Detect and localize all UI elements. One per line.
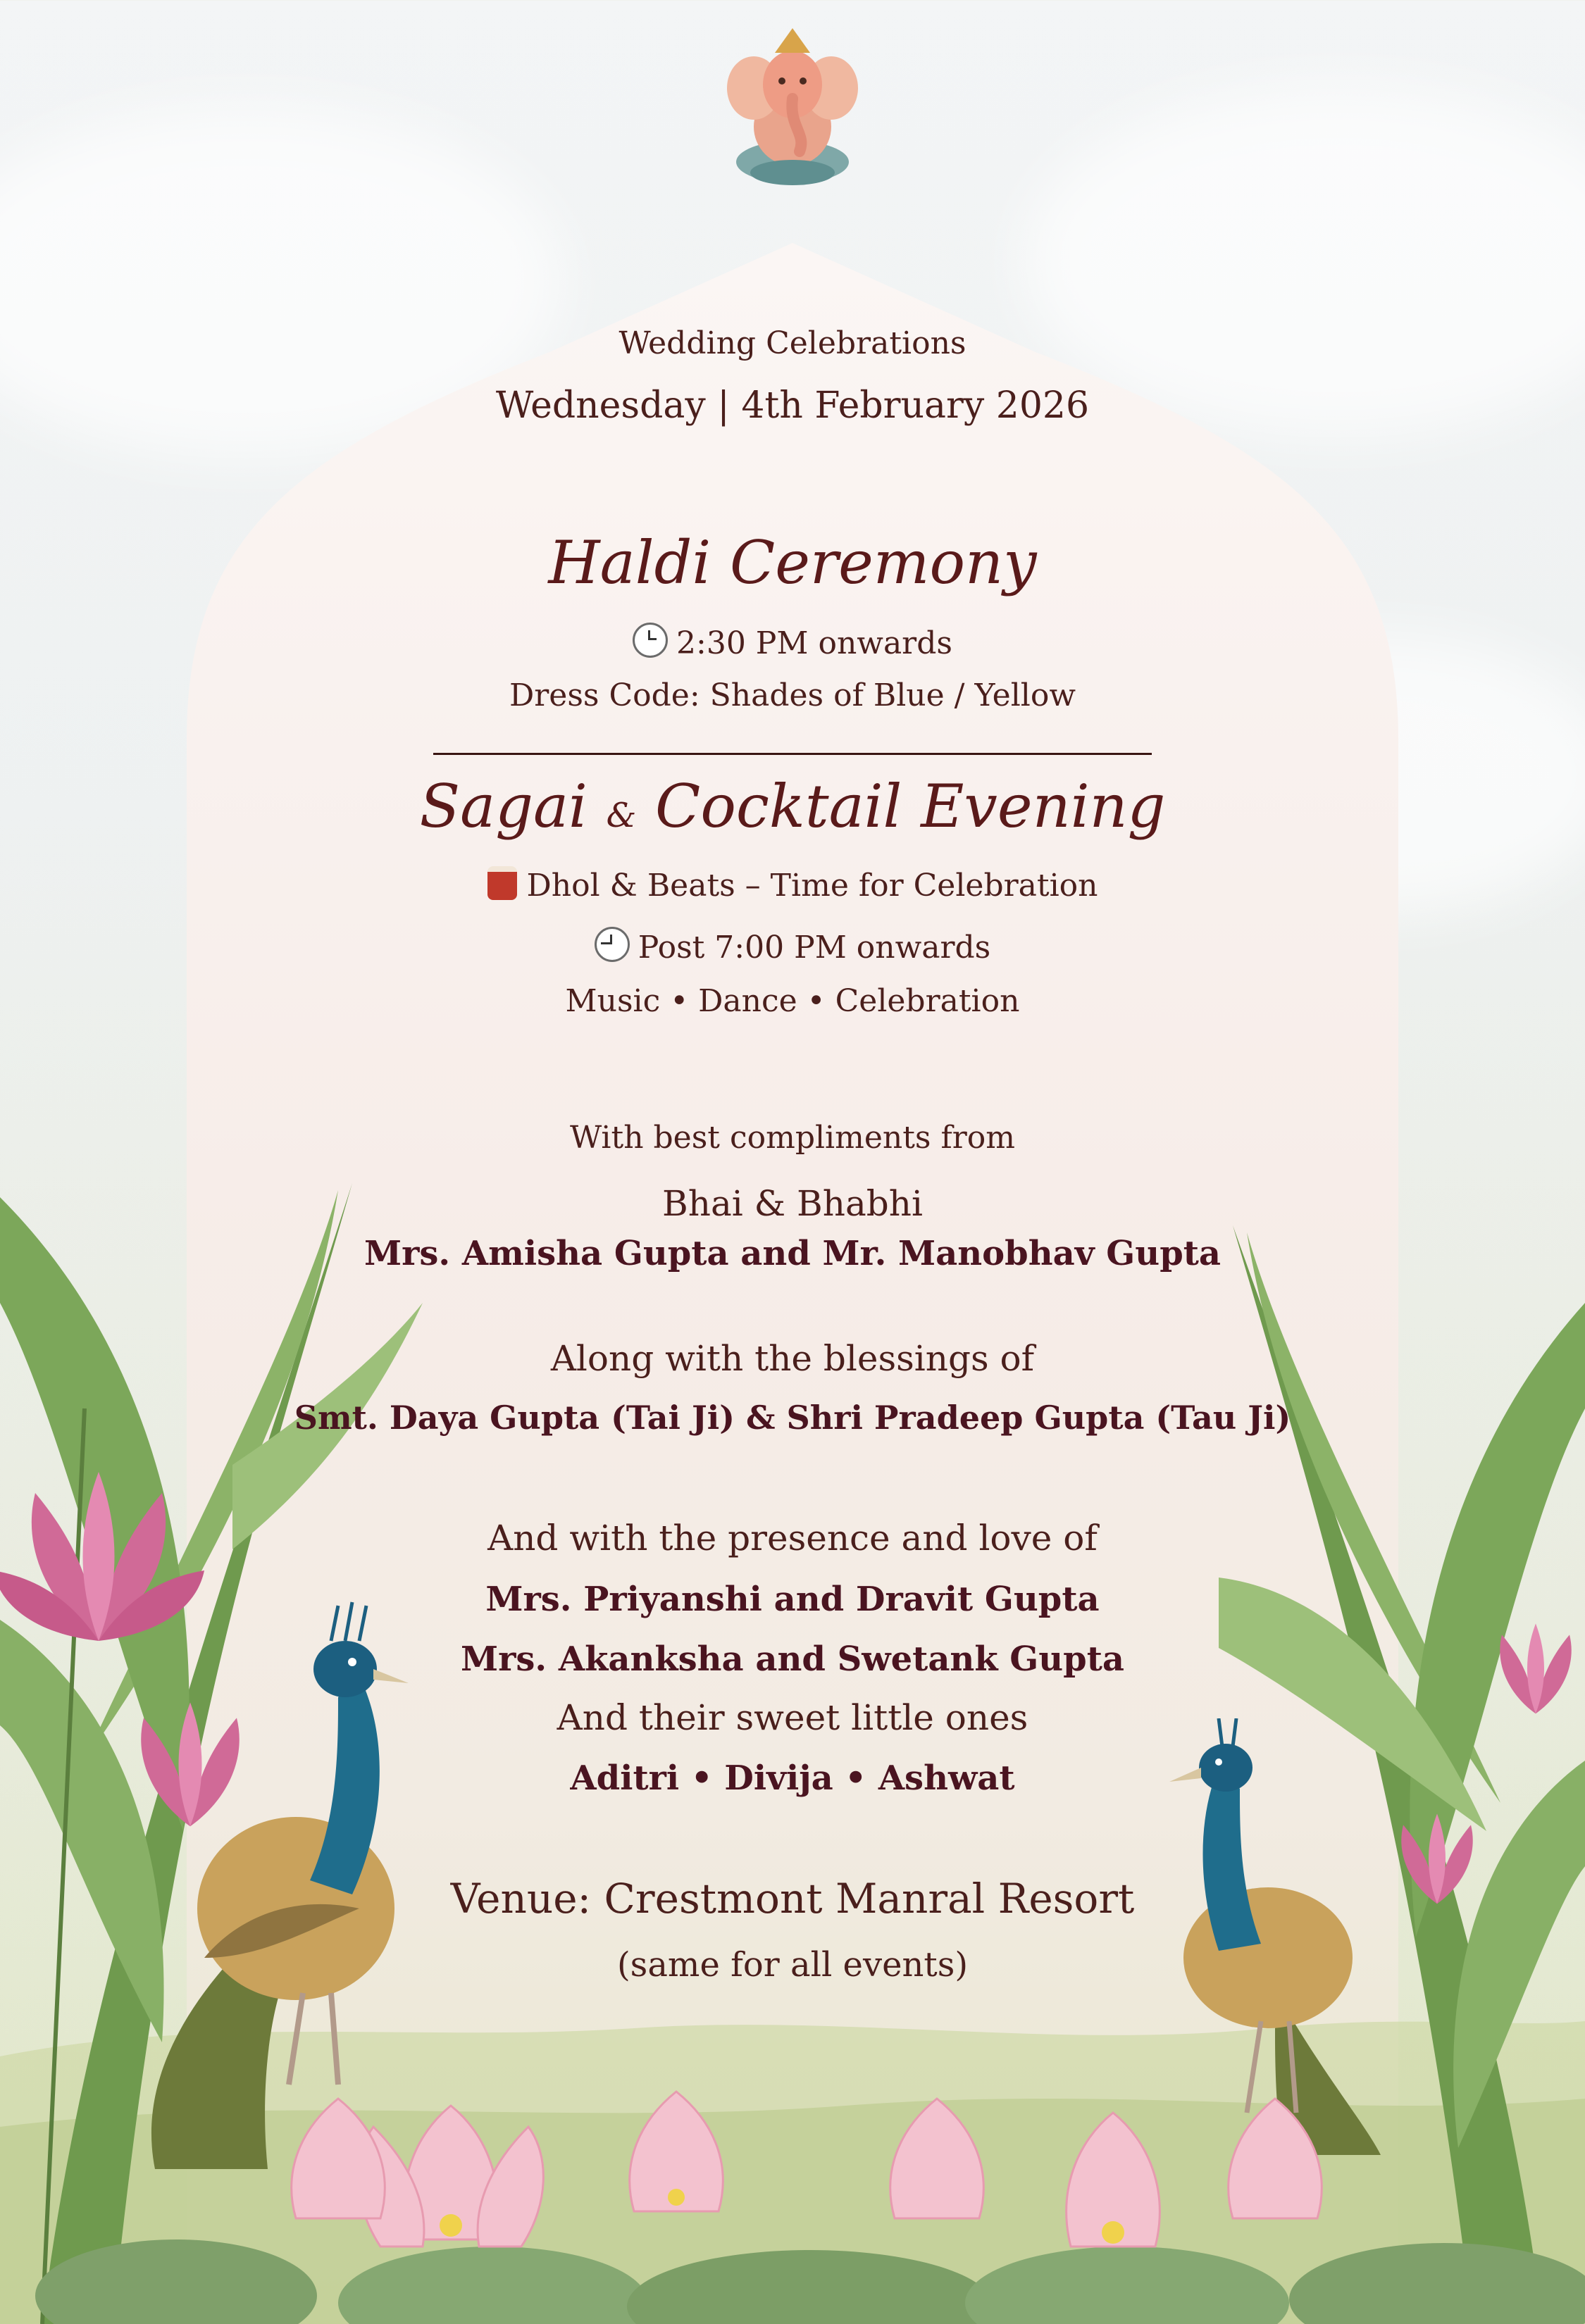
sagai-title-part1: Sagai [419, 772, 588, 841]
sagai-title-part2: Cocktail Evening [655, 772, 1166, 841]
presence-couple-1: Mrs. Priyanshi and Dravit Gupta [485, 1580, 1100, 1619]
sagai-title-amp: & [606, 796, 637, 835]
presence-intro: And with the presence and love of [487, 1518, 1098, 1558]
blessings-intro: Along with the blessings of [550, 1338, 1035, 1379]
presence-kids-intro: And their sweet little ones [557, 1697, 1028, 1738]
sagai-title [187, 772, 1398, 841]
presence-couple-2: Mrs. Akanksha and Swetank Gupta [460, 1639, 1125, 1679]
clock-icon [595, 927, 630, 962]
drum-icon [487, 866, 517, 900]
haldi-time-row [187, 623, 1398, 661]
clock-icon [633, 623, 668, 658]
haldi-title: Haldi Ceremony [548, 528, 1037, 597]
sagai-time: Post 7:00 PM onwards [638, 930, 991, 966]
haldi-dress-code: Dress Code: Shades of Blue / Yellow [509, 677, 1076, 713]
event-heading: Wedding Celebrations [619, 325, 966, 361]
presence-kids: Aditri • Divija • Ashwat [570, 1758, 1015, 1798]
section-divider [433, 753, 1152, 755]
lotus-flower-right [1479, 1613, 1585, 1739]
venue-note: (same for all events) [616, 1945, 969, 1985]
sagai-tagline-row [187, 866, 1398, 904]
venue-line: Venue: Crestmont Manral Resort [450, 1875, 1135, 1923]
sagai-time-row [187, 927, 1398, 966]
sagai-tagline: Dhol & Beats – Time for Celebration [526, 868, 1098, 904]
lotus-pond-bottom [0, 2028, 1585, 2324]
sagai-activities: Music • Dance • Celebration [565, 983, 1020, 1019]
compliments-relation: Bhai & Bhabhi [662, 1183, 923, 1224]
compliments-names: Mrs. Amisha Gupta and Mr. Manobhav Gupta [363, 1234, 1222, 1273]
haldi-time: 2:30 PM onwards [676, 625, 952, 661]
compliments-intro: With best compliments from [569, 1120, 1016, 1156]
blessings-names: Smt. Daya Gupta (Tai Ji) & Shri Pradeep Gupta (Tau Ji) [294, 1399, 1291, 1437]
ganesha-icon [722, 21, 863, 190]
event-date: Wednesday | 4th February 2026 [495, 385, 1090, 427]
